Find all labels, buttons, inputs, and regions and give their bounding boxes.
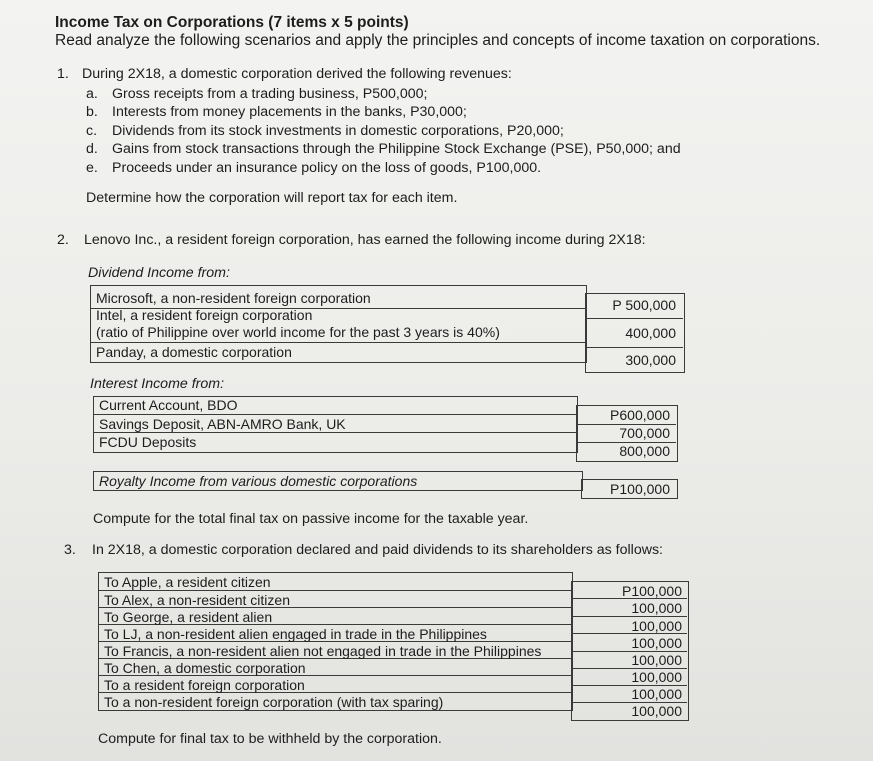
q1-item-letter: c. [86,123,98,139]
dividend-row-label: Microsoft, a non-resident foreign corporation [96,290,371,306]
interest-row-amount: 700,000 [619,425,670,441]
dividend-row-amount: P 500,000 [612,297,676,313]
dividend-row-note: (ratio of Philippine over world income for the past 3 years is 40%) [96,324,500,340]
royalty-amount: P100,000 [610,481,670,497]
page-title: Income Tax on Corporations (7 items x 5 points) [55,14,409,31]
row-divider [90,342,585,343]
q3-row-amount: 100,000 [631,703,682,719]
q3-question: Compute for final tax to be withheld by the corporation. [98,731,442,747]
q3-row-amount: 100,000 [631,669,682,685]
instructions: Read analyze the following scenarios and apply the principles and concepts of income taxation on corporations. [55,32,821,49]
royalty-label: Royalty Income from various domestic corporations [99,473,418,489]
q1-item-letter: b. [86,104,98,120]
q1-item-text: Gains from stock transactions through the Philippine Stock Exchange (PSE), P50,000; and [112,141,681,157]
row-divider [93,414,576,415]
q3-row-label: To Francis, a non-resident alien not engaged in trade in the Philippines [104,643,542,659]
q1-item-text: Interests from money placements in the banks, P30,000; [112,104,467,120]
dividend-row-amount: 300,000 [625,352,676,368]
row-divider [93,432,576,433]
q3-row-amount: P100,000 [622,583,682,599]
q1-number: 1. [57,66,69,82]
dividend-income-heading: Dividend Income from: [88,265,230,281]
q1-item-text: Proceeds under an insurance policy on the loss of goods, P100,000. [112,160,542,176]
interest-row-amount: 800,000 [619,443,670,459]
q3-row-label: To a resident foreign corporation [104,677,305,693]
dividend-row-label: Panday, a domestic corporation [96,344,292,360]
interest-income-heading: Interest Income from: [90,376,225,392]
q3-row-label: To LJ, a non-resident alien engaged in trade in the Philippines [104,626,487,642]
q1-intro: During 2X18, a domestic corporation derived the following revenues: [82,66,512,82]
interest-row-label: Savings Deposit, ABN-AMRO Bank, UK [99,416,346,432]
q3-row-label: To a non-resident foreign corporation (with tax sparing) [104,694,444,710]
q1-item-text: Dividends from its stock investments in domestic corporations, P20,000; [112,123,564,139]
q3-row-label: To Apple, a resident citizen [104,574,271,590]
q3-row-amount: 100,000 [631,635,682,651]
q3-row-label: To George, a resident alien [104,609,273,625]
q3-row-label: To Chen, a domestic corporation [104,660,306,676]
row-divider [571,616,687,617]
interest-row-label: FCDU Deposits [99,434,197,450]
row-divider [585,347,683,348]
q2-question: Compute for the total final tax on passive income for the taxable year. [93,511,529,527]
q3-number: 3. [64,542,76,558]
dividend-row-label: Intel, a resident foreign corporation [96,307,313,323]
q3-row-amount: 100,000 [631,618,682,634]
row-divider [98,590,571,591]
interest-row-label: Current Account, BDO [99,397,238,413]
q1-item-text: Gross receipts from a trading business, P500,000; [112,86,428,102]
q1-item-letter: d. [86,141,98,157]
dividend-row-amount: 400,000 [625,325,676,341]
q3-row-amount: 100,000 [631,600,682,616]
q2-intro: Lenovo Inc., a resident foreign corporation, has earned the following income during 2X18: [84,232,646,248]
q2-number: 2. [57,232,69,248]
q1-item-letter: a. [86,86,98,102]
q3-row-label: To Alex, a non-resident citizen [104,592,290,608]
q3-intro: In 2X18, a domestic corporation declared and paid dividends to its shareholders as follows: [92,542,663,558]
q3-row-amount: 100,000 [631,652,682,668]
interest-row-amount: P600,000 [610,407,670,423]
q1-item-letter: e. [86,160,98,176]
q1-question: Determine how the corporation will report tax for each item. [86,190,458,206]
q3-row-amount: 100,000 [631,686,682,702]
row-divider [585,318,683,319]
